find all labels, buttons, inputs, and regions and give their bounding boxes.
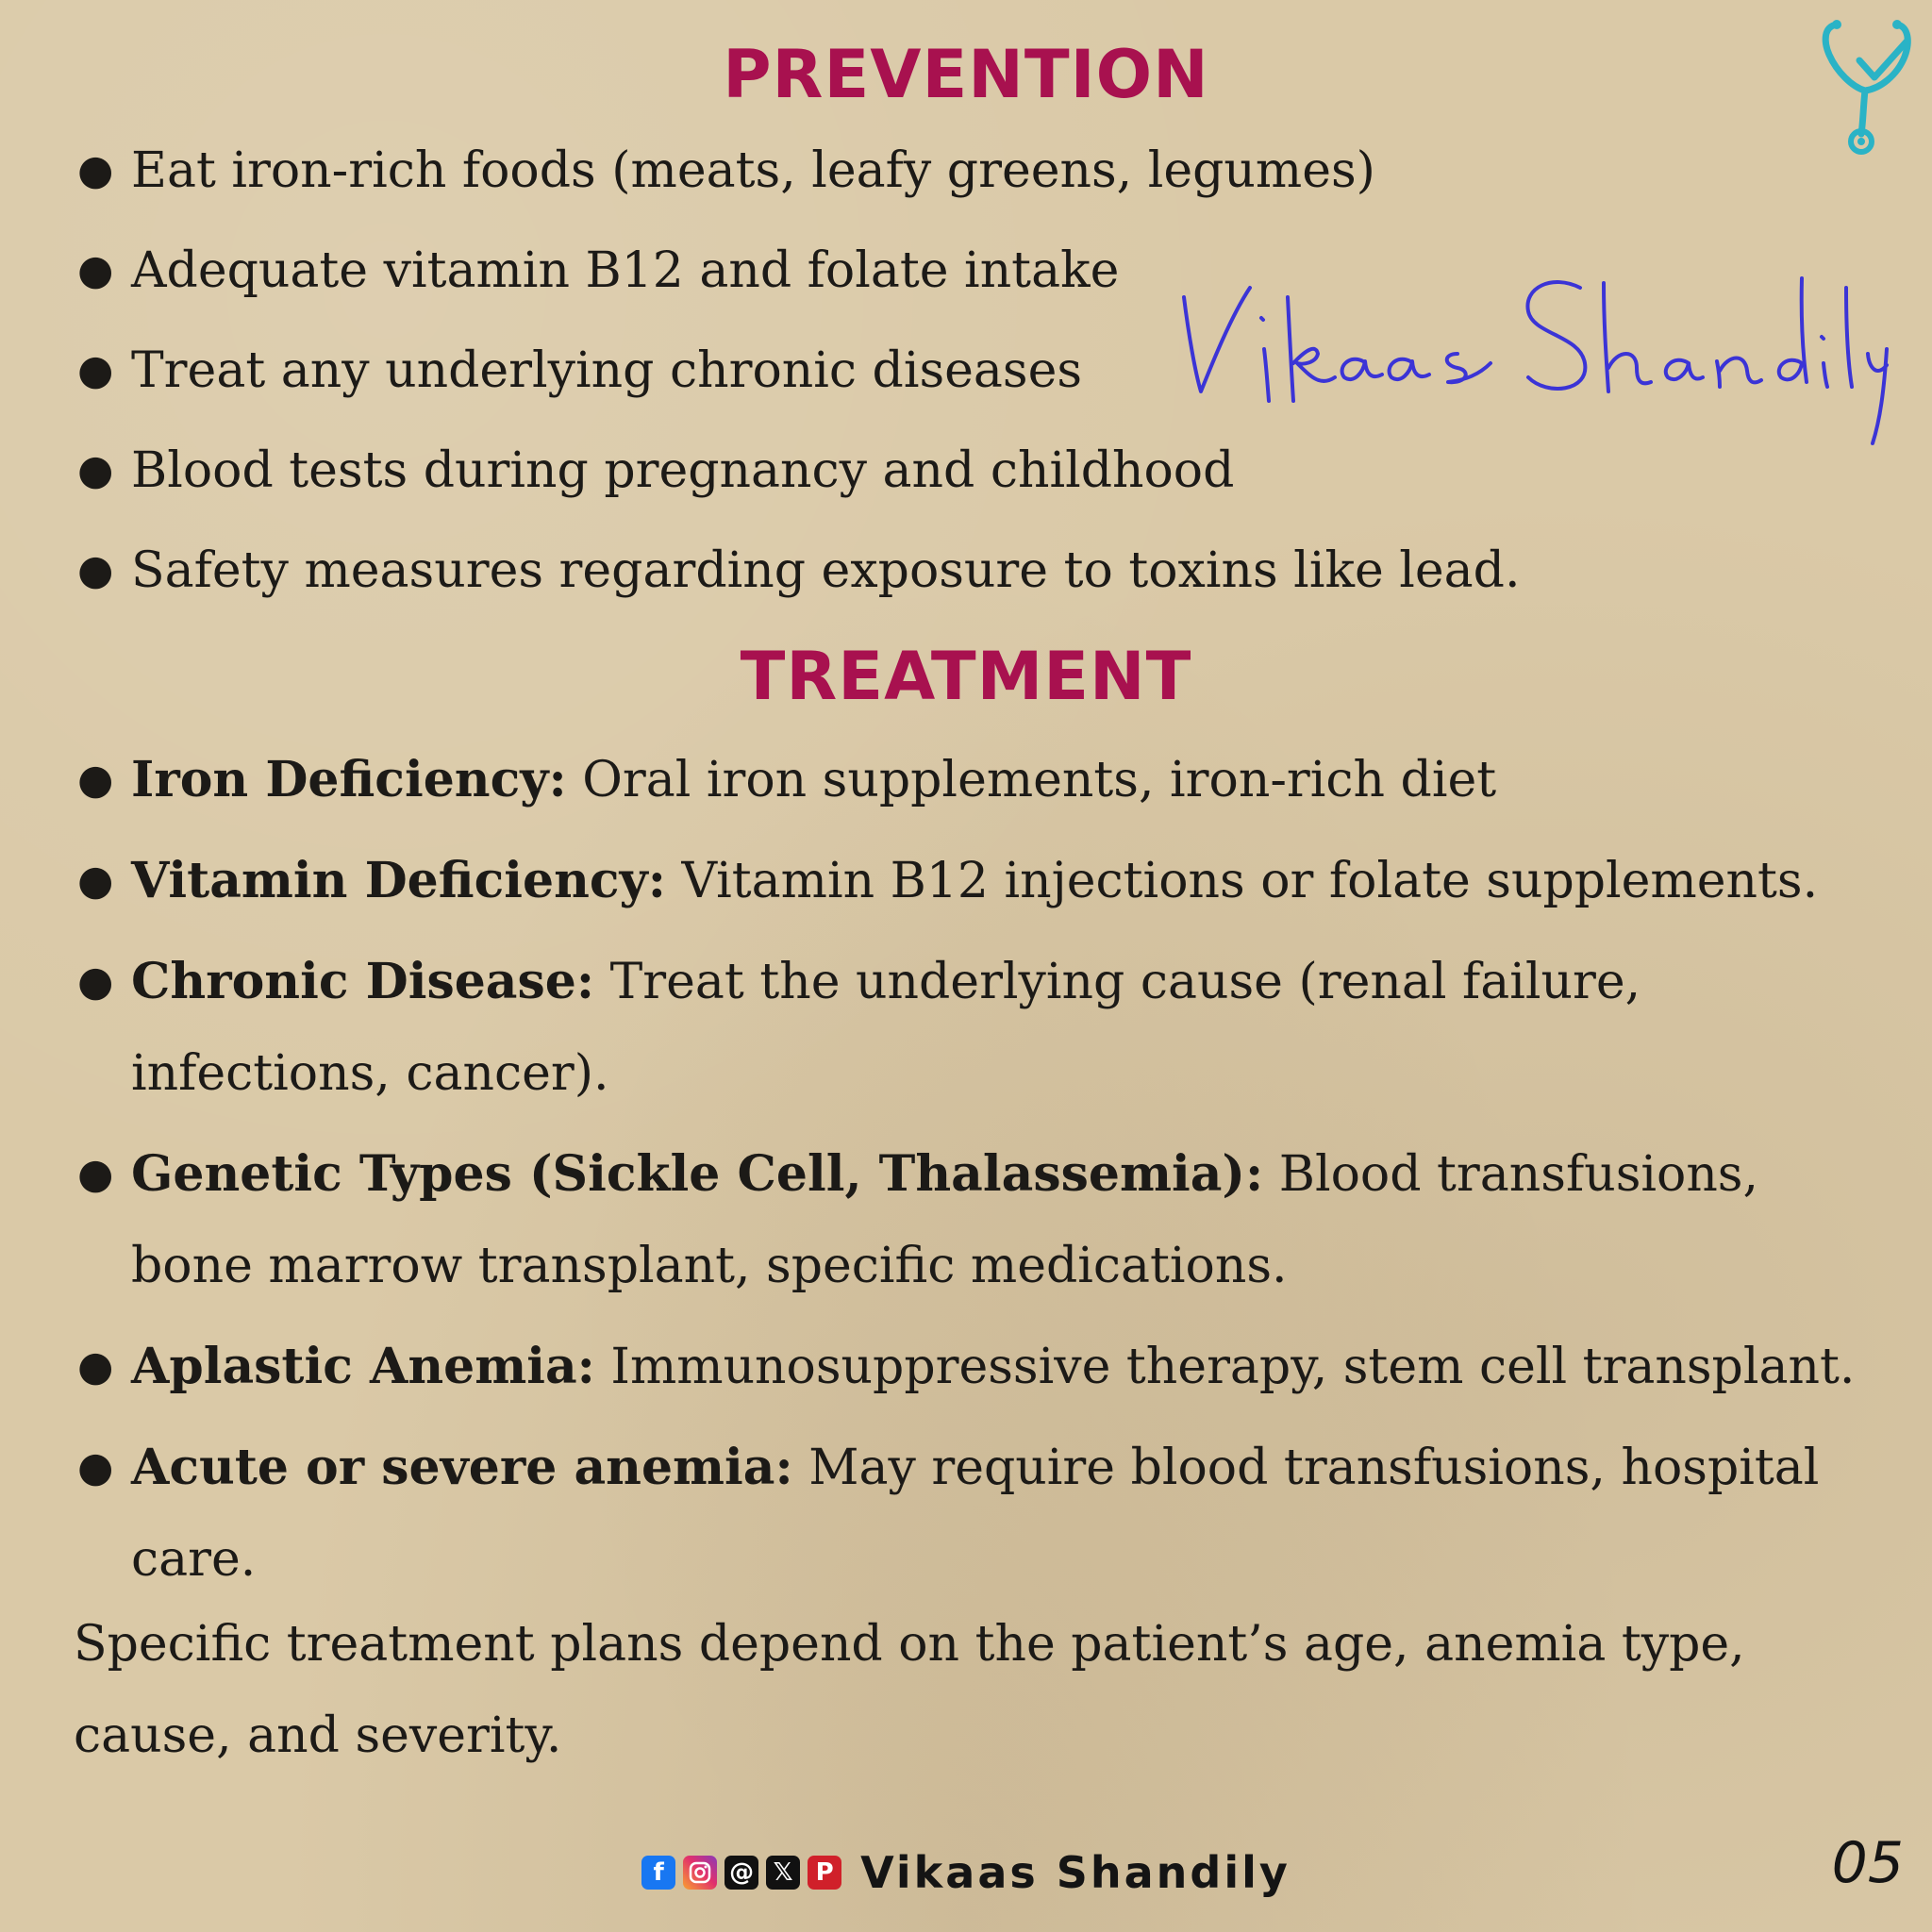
list-item (74, 1321, 1866, 1413)
list-item: ● Eat iron-rich foods (meats, leafy greens, legumes) (74, 121, 1866, 221)
prevention-heading: PREVENTION (723, 36, 1209, 113)
treatment-text: May require blood transfusions, hospital care. (131, 1440, 1820, 1588)
treatment-list (74, 734, 1866, 1614)
treatment-text: Treat the underlying cause (renal failure, infections, cancer). (131, 954, 1641, 1102)
instagram-icon[interactable] (683, 1856, 717, 1890)
pinterest-icon[interactable]: P (808, 1856, 841, 1890)
treatment-text: Immunosuppressive therapy, stem cell transplant. (594, 1339, 1856, 1395)
treatment-text: Vitamin B12 injections or folate supplements. (665, 853, 1819, 909)
page-number: 05 (1831, 1830, 1904, 1896)
treatment-heading: TREATMENT (740, 638, 1192, 715)
bullet-icon: ● (77, 346, 114, 394)
list-item: ● Adequate vitamin B12 and folate intake (74, 221, 1866, 321)
treatment-term: Chronic Disease: (131, 953, 595, 1010)
treatment-term: Iron Deficiency: (131, 751, 567, 808)
list-item: ● Safety measures regarding exposure to toxins like lead. (74, 521, 1866, 621)
bullet-icon: ● (77, 546, 114, 594)
bullet-icon: ● (77, 1443, 114, 1491)
bullet-icon: ● (77, 756, 114, 804)
facebook-icon[interactable]: f (641, 1856, 675, 1890)
list-item (74, 1422, 1857, 1606)
list-item (74, 1128, 1857, 1312)
treatment-term: Vitamin Deficiency: (131, 852, 666, 909)
treatment-text: Oral iron supplements, iron-rich diet (566, 752, 1497, 808)
bullet-icon: ● (77, 246, 114, 294)
bullet-icon: ● (77, 446, 114, 494)
list-item (74, 835, 1866, 927)
bullet-icon: ● (77, 146, 114, 194)
treatment-term: Aplastic Anemia: (131, 1338, 595, 1395)
stethoscope-logo-icon (1816, 13, 1920, 155)
treatment-term: Acute or severe anemia: (131, 1439, 793, 1496)
list-item: ● Blood tests during pregnancy and childhood (74, 421, 1866, 521)
list-item: ● Treat any underlying chronic diseases (74, 321, 1866, 421)
treatment-term: Genetic Types (Sickle Cell, Thalassemia): (131, 1145, 1264, 1203)
bullet-icon: ● (77, 1342, 114, 1391)
threads-icon[interactable]: @ (724, 1856, 758, 1890)
bullet-icon: ● (77, 857, 114, 905)
list-item (74, 734, 1866, 826)
treatment-text: Blood transfusions, bone marrow transplant, specific medications. (131, 1146, 1759, 1294)
signature-image (1174, 259, 1891, 448)
bullet-icon: ● (77, 1150, 114, 1198)
x-icon[interactable]: 𝕏 (766, 1856, 800, 1890)
footer-author-name: Vikaas Shandily (860, 1847, 1291, 1898)
footnote-text: Specific treatment plans depend on the patient’s age, anemia type, cause, and severity. (74, 1616, 1745, 1764)
bullet-icon: ● (77, 958, 114, 1006)
footer (0, 1844, 1932, 1901)
list-item (74, 936, 1735, 1120)
